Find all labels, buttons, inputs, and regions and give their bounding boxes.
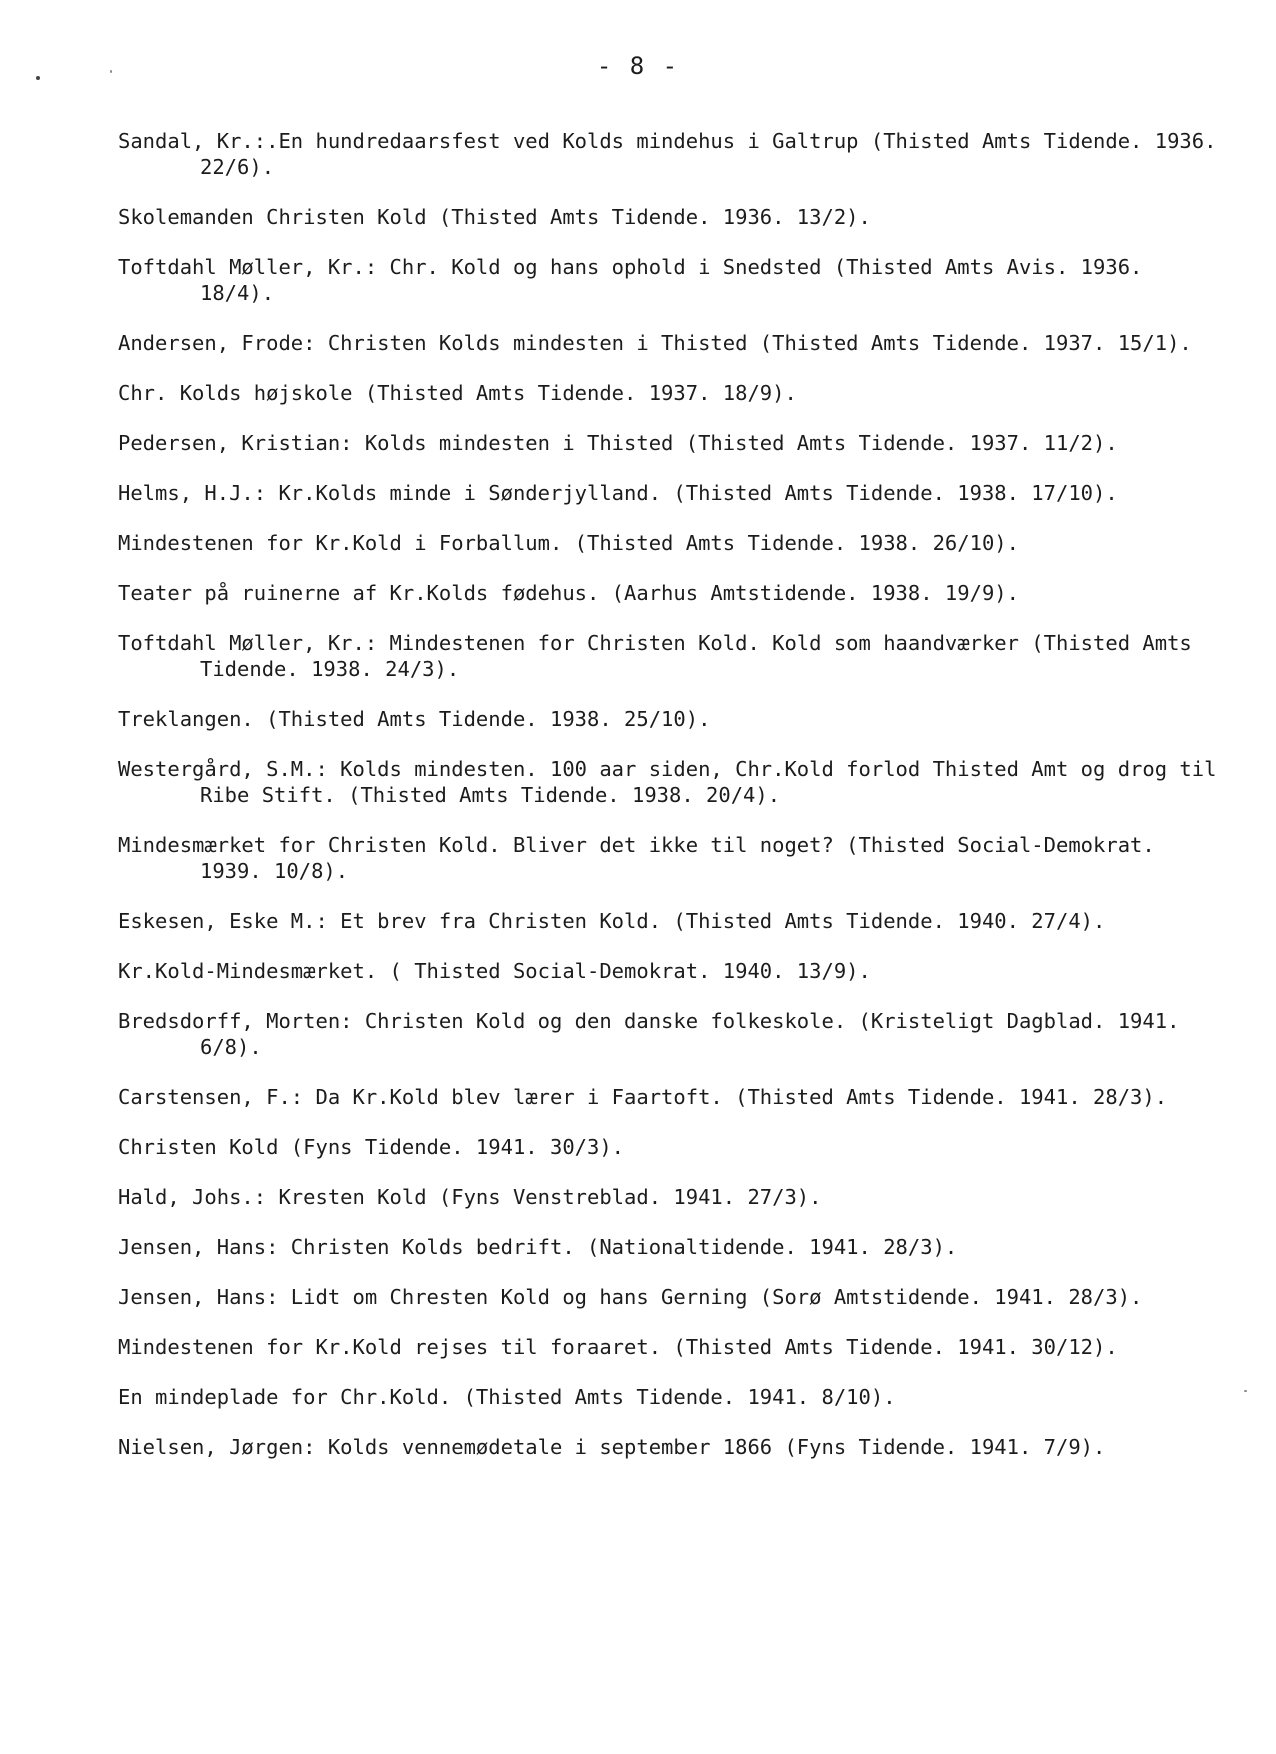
bibliography-entry: Nielsen, Jørgen: Kolds vennemødetale i september 1866 (Fyns Tidende. 1941. 7/9). [118, 1435, 1106, 1459]
bibliography-entry: Christen Kold (Fyns Tidende. 1941. 30/3). [118, 1135, 625, 1159]
bibliography-entry: Bredsdorff, Morten: Christen Kold og den danske folkeskole. (Kristeligt Dagblad. 1941. 6/8). [118, 1009, 1180, 1059]
bibliography-entry: Hald, Johs.: Kresten Kold (Fyns Venstreblad. 1941. 27/3). [118, 1185, 822, 1209]
bibliography-entry: Helms, H.J.: Kr.Kolds minde i Sønderjylland. (Thisted Amts Tidende. 1938. 17/10). [118, 481, 1118, 505]
scan-speck [1244, 1390, 1247, 1392]
bibliography-entry: Andersen, Frode: Christen Kolds mindesten i Thisted (Thisted Amts Tidende. 1937. 15/1). [118, 331, 1192, 355]
bibliography-entry: Chr. Kolds højskole (Thisted Amts Tidende. 1937. 18/9). [118, 381, 797, 405]
bibliography-entry: Sandal, Kr.:.En hundredaarsfest ved Kolds mindehus i Galtrup (Thisted Amts Tidende. 1936. 22/6). [118, 129, 1217, 179]
scan-speck [110, 70, 112, 73]
page-number: - 8 - [596, 52, 680, 80]
bibliography-entry: Skolemanden Christen Kold (Thisted Amts Tidende. 1936. 13/2). [118, 205, 871, 229]
bibliography-entry: Teater på ruinerne af Kr.Kolds fødehus. (Aarhus Amtstidende. 1938. 19/9). [118, 581, 1019, 605]
bibliography-entry: En mindeplade for Chr.Kold. (Thisted Amts Tidende. 1941. 8/10). [118, 1385, 896, 1409]
bibliography-entry: Jensen, Hans: Christen Kolds bedrift. (Nationaltidende. 1941. 28/3). [118, 1235, 958, 1259]
bibliography-entry: Toftdahl Møller, Kr.: Mindestenen for Christen Kold. Kold som haandværker (Thisted Amts Tidende. 1938. 24/3). [118, 631, 1192, 681]
bibliography-entry: Kr.Kold-Mindesmærket. ( Thisted Social-Demokrat. 1940. 13/9). [118, 959, 871, 983]
bibliography-entry: Eskesen, Eske M.: Et brev fra Christen Kold. (Thisted Amts Tidende. 1940. 27/4). [118, 909, 1106, 933]
bibliography-entry: Toftdahl Møller, Kr.: Chr. Kold og hans ophold i Snedsted (Thisted Amts Avis. 1936. 18/4). [118, 255, 1143, 305]
bibliography-entry: Treklangen. (Thisted Amts Tidende. 1938. 25/10). [118, 707, 711, 731]
scan-speck [36, 76, 40, 80]
bibliography-entry: Mindesmærket for Christen Kold. Bliver det ikke til noget? (Thisted Social-Demokrat. 1939. 10/8). [118, 833, 1155, 883]
bibliography-entry: Pedersen, Kristian: Kolds mindesten i Thisted (Thisted Amts Tidende. 1937. 11/2). [118, 431, 1118, 455]
bibliography-entry: Westergård, S.M.: Kolds mindesten. 100 aar siden, Chr.Kold forlod Thisted Amt og drog til Ribe Stift. (Thisted Amts Tidende. 1938. 20/4). [118, 757, 1217, 807]
bibliography-list [118, 128, 1228, 1484]
bibliography-entry: Carstensen, F.: Da Kr.Kold blev lærer i Faartoft. (Thisted Amts Tidende. 1941. 28/3). [118, 1085, 1168, 1109]
bibliography-entry: Jensen, Hans: Lidt om Chresten Kold og hans Gerning (Sorø Amtstidende. 1941. 28/3). [118, 1285, 1143, 1309]
bibliography-entry: Mindestenen for Kr.Kold rejses til foraaret. (Thisted Amts Tidende. 1941. 30/12). [118, 1335, 1118, 1359]
bibliography-entry: Mindestenen for Kr.Kold i Forballum. (Thisted Amts Tidende. 1938. 26/10). [118, 531, 1019, 555]
